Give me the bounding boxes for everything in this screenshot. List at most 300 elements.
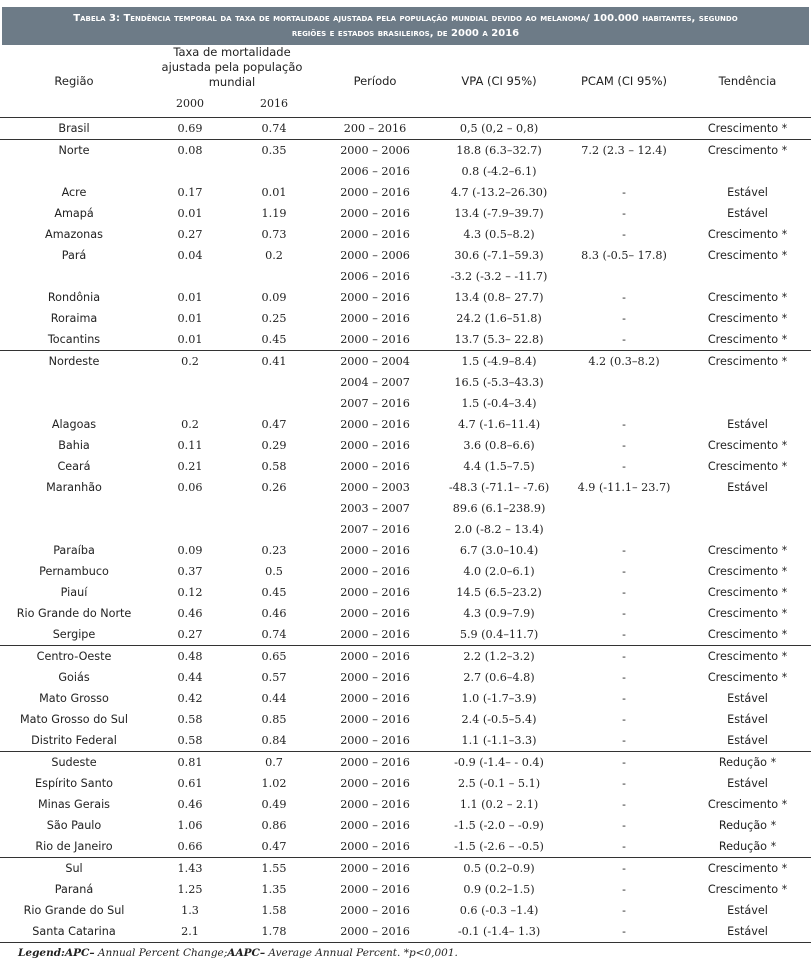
pcam-cell: - — [622, 734, 626, 747]
pcam-cell: - — [622, 628, 626, 641]
trend-cell: Crescimento * — [707, 460, 788, 473]
period-cell: 2000 – 2006 — [316, 140, 434, 162]
period-cell: 2000 – 2016 — [340, 798, 410, 811]
rate-2000-cell: 0.58 — [177, 734, 203, 747]
pcam-cell: - — [622, 798, 626, 811]
period-cell: 2000 – 2006 — [340, 249, 410, 262]
rate-2000-cell: 0.66 — [177, 840, 203, 853]
vpa-cell: -0.9 (-1.4– - 0.4) — [434, 752, 564, 774]
region-cell: Rio de Janeiro — [35, 840, 113, 853]
period-cell: 2000 – 2016 — [340, 819, 410, 832]
rate-2016-cell: 0.74 — [232, 118, 316, 140]
table-row — [0, 815, 811, 836]
trend-cell — [684, 393, 811, 414]
region-cell: Amapá — [54, 207, 94, 220]
rate-2016-cell: 1.78 — [232, 921, 316, 943]
table-row — [0, 329, 811, 351]
rate-2000-cell — [148, 519, 232, 540]
table-row — [0, 519, 811, 540]
rate-2016-cell — [232, 393, 316, 414]
rate-2000-cell: 0.27 — [177, 628, 203, 641]
trend-cell: Crescimento * — [707, 628, 788, 641]
rate-2000-cell: 2.1 — [148, 921, 232, 943]
rate-2016-cell: 0.35 — [232, 140, 316, 162]
period-cell: 2000 – 2016 — [340, 883, 410, 896]
region-cell — [0, 161, 148, 182]
region-cell: Paraíba — [53, 544, 95, 557]
vpa-cell: 2.4 (-0.5–5.4) — [461, 713, 537, 726]
trend-cell — [684, 498, 811, 519]
period-cell: 200 – 2016 — [316, 118, 434, 140]
period-cell: 2000 – 2016 — [340, 228, 410, 241]
rate-2000-cell: 0.2 — [148, 351, 232, 373]
period-cell: 2000 – 2016 — [340, 734, 410, 747]
legend-apc: APC– — [64, 947, 95, 959]
trend-cell: Estável — [684, 921, 811, 943]
pcam-cell: - — [622, 671, 626, 684]
vpa-cell: 1.1 (0.2 – 2.1) — [459, 798, 539, 811]
rate-2016-cell: 0.49 — [261, 798, 287, 811]
trend-cell: Crescimento * — [707, 291, 788, 304]
vpa-cell: 6.7 (3.0–10.4) — [459, 544, 539, 557]
table-row — [0, 182, 811, 203]
pcam-cell: - — [622, 840, 626, 853]
rate-2000-cell — [148, 393, 232, 414]
rate-2016-cell — [232, 519, 316, 540]
rate-2016-cell: 0.45 — [261, 333, 287, 346]
pcam-cell: - — [622, 439, 626, 452]
rate-2000-cell: 0.09 — [177, 544, 203, 557]
rate-2016-cell: 0.84 — [261, 734, 287, 747]
pcam-cell: 4.2 (0.3–8.2) — [564, 351, 684, 373]
period-cell: 2007 – 2016 — [340, 523, 410, 536]
region-cell — [0, 266, 148, 287]
rate-2016-cell: 0.73 — [261, 228, 287, 241]
trend-cell: Crescimento * — [707, 333, 788, 346]
rate-2016-cell: 0.7 — [232, 752, 316, 774]
table-row — [0, 287, 811, 308]
legend-apc-text: Annual Percent Change; — [94, 947, 228, 959]
vpa-cell: 24.2 (1.6–51.8) — [456, 312, 542, 325]
vpa-cell: -3.2 (-3.2 – -11.7) — [450, 270, 548, 283]
rate-2000-cell: 0.21 — [177, 460, 203, 473]
vpa-cell: 4.0 (2.0–6.1) — [463, 565, 535, 578]
trend-cell: Redução * — [684, 752, 811, 774]
rate-2000-cell: 0.69 — [148, 118, 232, 140]
trend-cell: Estável — [727, 418, 768, 431]
region-cell: Alagoas — [51, 418, 97, 431]
trend-cell: Crescimento * — [707, 671, 788, 684]
table-row — [0, 203, 811, 224]
region-cell: Acre — [61, 186, 87, 199]
period-cell: 2000 – 2016 — [340, 565, 410, 578]
rate-2016-cell — [232, 372, 316, 393]
rate-2000-cell: 0.46 — [177, 607, 203, 620]
table-row — [0, 561, 811, 582]
region-cell: Santa Catarina — [0, 921, 148, 943]
region-cell: Espírito Santo — [35, 777, 113, 790]
header-2016: 2016 — [260, 97, 288, 110]
period-cell: 2000 – 2016 — [340, 186, 410, 199]
vpa-cell: 4.7 (-1.6–11.4) — [457, 418, 541, 431]
pcam-cell: - — [622, 544, 626, 557]
rate-2016-cell: 0.47 — [261, 418, 287, 431]
period-cell: 2000 – 2016 — [340, 840, 410, 853]
vpa-cell: 16.5 (-5.3–43.3) — [454, 376, 544, 389]
region-cell: Pará — [61, 249, 87, 262]
period-cell: 2000 – 2016 — [340, 439, 410, 452]
vpa-cell: 4.3 (0.9–7.9) — [463, 607, 535, 620]
vpa-cell: 4.3 (0.5–8.2) — [463, 228, 535, 241]
region-cell: Brasil — [0, 118, 148, 140]
region-cell — [0, 393, 148, 414]
header-taxa: Taxa de mortalidade ajustada pela população mundial — [161, 45, 303, 89]
header-2000: 2000 — [176, 97, 204, 110]
pcam-cell — [564, 393, 684, 414]
table-row — [0, 224, 811, 245]
rate-2016-cell: 0.58 — [261, 460, 287, 473]
region-cell: Norte — [0, 140, 148, 162]
rate-2016-cell: 1.55 — [232, 858, 316, 880]
table-row — [0, 540, 811, 561]
table-row — [0, 921, 811, 943]
table-row — [0, 414, 811, 435]
period-cell: 2000 – 2016 — [340, 586, 410, 599]
vpa-cell: 2.7 (0.6–4.8) — [463, 671, 535, 684]
trend-cell: Crescimento * — [684, 646, 811, 668]
period-cell: 2000 – 2016 — [340, 904, 410, 917]
trend-cell: Crescimento * — [707, 228, 788, 241]
table-row — [0, 245, 811, 266]
table-row — [0, 266, 811, 287]
legend-aapc: AAPC– — [227, 947, 266, 959]
table-row — [0, 836, 811, 858]
vpa-cell: -1.5 (-2.6 – -0.5) — [454, 840, 544, 853]
vpa-cell: 0,5 (0,2 – 0,8) — [434, 118, 564, 140]
rate-2000-cell — [148, 266, 232, 287]
vpa-cell: -48.3 (-71.1– -7.6) — [448, 481, 550, 494]
period-cell: 2006 – 2016 — [340, 165, 410, 178]
vpa-cell: 30.6 (-7.1–59.3) — [454, 249, 544, 262]
rate-2000-cell: 0.01 — [177, 312, 203, 325]
region-cell: Paraná — [54, 883, 94, 896]
header-tendencia: Tendência — [718, 74, 777, 88]
pcam-cell: - — [564, 646, 684, 668]
region-cell: Amazonas — [45, 228, 103, 241]
pcam-cell: - — [622, 333, 626, 346]
legend — [0, 943, 811, 959]
vpa-cell: 18.8 (6.3–32.7) — [434, 140, 564, 162]
table-body — [0, 118, 811, 943]
rate-2000-cell: 0.04 — [177, 249, 203, 262]
rate-2000-cell: 0.42 — [177, 692, 203, 705]
trend-cell: Estável — [727, 734, 768, 747]
table-row — [0, 435, 811, 456]
pcam-cell: - — [622, 228, 626, 241]
rate-2000-cell: 0.81 — [148, 752, 232, 774]
pcam-cell: - — [564, 921, 684, 943]
rate-2016-cell: 0.86 — [261, 819, 287, 832]
vpa-cell: 2.0 (-8.2 – 13.4) — [454, 523, 544, 536]
period-cell: 2000 – 2016 — [340, 291, 410, 304]
trend-cell: Redução * — [718, 819, 777, 832]
rate-2000-cell: 0.61 — [177, 777, 203, 790]
trend-cell: Crescimento * — [684, 140, 811, 162]
rate-2016-cell: 0.74 — [261, 628, 287, 641]
vpa-cell: -0.1 (-1.4– 1.3) — [434, 921, 564, 943]
rate-2000-cell — [148, 372, 232, 393]
rate-2000-cell: 1.25 — [177, 883, 203, 896]
legend-aapc-text: Average Annual Percent. — [265, 947, 401, 959]
trend-cell: Crescimento * — [707, 312, 788, 325]
trend-cell — [684, 266, 811, 287]
pcam-cell: - — [622, 418, 626, 431]
region-cell — [0, 372, 148, 393]
table-row — [0, 140, 811, 162]
table-row — [0, 351, 811, 373]
legend-label: Legend: — [18, 947, 65, 959]
region-cell: Minas Gerais — [37, 798, 111, 811]
period-cell: 2000 – 2016 — [340, 460, 410, 473]
legend-p: *p<0,001. — [400, 947, 458, 959]
vpa-cell: 13.4 (0.8– 27.7) — [454, 291, 544, 304]
rate-2000-cell: 0.48 — [148, 646, 232, 668]
region-cell: Sul — [0, 858, 148, 880]
region-cell: Goiás — [58, 671, 90, 684]
period-cell: 2000 – 2016 — [316, 752, 434, 774]
period-cell: 2007 – 2016 — [340, 397, 410, 410]
period-cell: 2000 – 2016 — [340, 607, 410, 620]
pcam-cell — [564, 519, 684, 540]
rate-2016-cell: 1.02 — [261, 777, 287, 790]
table-row — [0, 879, 811, 900]
rate-2016-cell: 0.44 — [261, 692, 287, 705]
period-cell: 2000 – 2016 — [340, 628, 410, 641]
trend-cell: Estável — [727, 692, 768, 705]
trend-cell — [684, 519, 811, 540]
vpa-cell: 2.2 (1.2–3.2) — [434, 646, 564, 668]
period-cell: 2000 – 2003 — [340, 481, 410, 494]
rate-2016-cell: 0.47 — [261, 840, 287, 853]
region-cell: Nordeste — [0, 351, 148, 373]
rate-2016-cell: 1.58 — [261, 904, 287, 917]
vpa-cell: 3.6 (0.8–6.6) — [463, 439, 535, 452]
region-cell: Maranhão — [46, 481, 102, 494]
trend-cell: Redução * — [718, 840, 777, 853]
region-cell: Rondônia — [47, 291, 101, 304]
pcam-cell: - — [622, 607, 626, 620]
pcam-cell — [564, 372, 684, 393]
period-cell: 2004 – 2007 — [340, 376, 410, 389]
pcam-cell: 7.2 (2.3 – 12.4) — [564, 140, 684, 162]
table-row — [0, 582, 811, 603]
table-row — [0, 752, 811, 774]
rate-2000-cell — [148, 498, 232, 519]
rate-2016-cell: 0.26 — [261, 481, 287, 494]
vpa-cell: 13.4 (-7.9–39.7) — [454, 207, 544, 220]
region-cell: Rio Grande do Sul — [23, 904, 125, 917]
rate-2000-cell: 0.12 — [177, 586, 203, 599]
region-cell: Pernambuco — [39, 565, 109, 578]
rate-2000-cell — [148, 161, 232, 182]
mortality-table — [0, 45, 811, 943]
trend-cell: Crescimento * — [707, 883, 788, 896]
rate-2000-cell: 0.11 — [177, 439, 203, 452]
rate-2016-cell: 0.23 — [261, 544, 287, 557]
rate-2016-cell: 0.25 — [261, 312, 287, 325]
vpa-cell: 4.7 (-13.2–26.30) — [450, 186, 548, 199]
trend-cell: Crescimento * — [707, 607, 788, 620]
rate-2000-cell: 0.17 — [177, 186, 203, 199]
pcam-cell: - — [622, 460, 626, 473]
period-cell: 2000 – 2016 — [340, 777, 410, 790]
trend-cell: Crescimento * — [707, 439, 788, 452]
vpa-cell: 5.9 (0.4–11.7) — [459, 628, 539, 641]
vpa-cell: 1.0 (-1.7–3.9) — [461, 692, 537, 705]
trend-cell: Crescimento * — [707, 586, 788, 599]
rate-2016-cell: 0.5 — [265, 565, 283, 578]
period-cell: 2000 – 2016 — [340, 671, 410, 684]
rate-2016-cell: 0.09 — [261, 291, 287, 304]
period-cell: 2000 – 2016 — [316, 646, 434, 668]
table-row — [0, 308, 811, 329]
table-row — [0, 624, 811, 646]
table-row — [0, 456, 811, 477]
vpa-cell: 14.5 (6.5–23.2) — [456, 586, 542, 599]
region-cell: Rio Grande do Norte — [16, 607, 132, 620]
rate-2000-cell: 0.08 — [148, 140, 232, 162]
header-pcam: PCAM (CI 95%) — [581, 74, 668, 88]
pcam-cell: 8.3 (-0.5– 17.8) — [581, 249, 667, 262]
rate-2000-cell: 0.58 — [177, 713, 203, 726]
rate-2000-cell: 0.01 — [177, 207, 203, 220]
table-title — [2, 7, 809, 45]
vpa-cell: 0.8 (-4.2–6.1) — [461, 165, 537, 178]
pcam-cell — [564, 161, 684, 182]
table-row — [0, 709, 811, 730]
trend-cell: Estável — [727, 904, 768, 917]
vpa-cell: 2.5 (-0.1 – 5.1) — [457, 777, 541, 790]
header-regiao: Região — [54, 74, 94, 88]
rate-2016-cell: 0.29 — [261, 439, 287, 452]
table-row — [0, 372, 811, 393]
rate-2016-cell: 0.46 — [261, 607, 287, 620]
pcam-cell: - — [622, 207, 626, 220]
vpa-cell: 13.7 (5.3– 22.8) — [454, 333, 544, 346]
rate-2000-cell: 0.27 — [177, 228, 203, 241]
header-periodo: Período — [353, 74, 397, 88]
trend-cell: Crescimento * — [707, 565, 788, 578]
pcam-cell: - — [622, 777, 626, 790]
region-cell: Piauí — [60, 586, 88, 599]
region-cell: Mato Grosso do Sul — [19, 713, 129, 726]
rate-2016-cell: 1.19 — [261, 207, 287, 220]
rate-2000-cell: 0.06 — [177, 481, 203, 494]
trend-cell: Estável — [727, 777, 768, 790]
region-cell: Ceará — [57, 460, 91, 473]
region-cell — [0, 519, 148, 540]
table-row — [0, 118, 811, 140]
table-row — [0, 688, 811, 709]
table-row — [0, 667, 811, 688]
table-row — [0, 730, 811, 752]
trend-cell: Estável — [727, 713, 768, 726]
period-cell: 2000 – 2016 — [340, 312, 410, 325]
vpa-cell: 0.6 (-0.3 –1.4) — [459, 904, 539, 917]
region-cell: Bahia — [58, 439, 90, 452]
table-row — [0, 646, 811, 668]
trend-cell — [684, 372, 811, 393]
vpa-cell: -1.5 (-2.0 – -0.9) — [454, 819, 544, 832]
vpa-cell: 4.4 (1.5–7.5) — [463, 460, 535, 473]
pcam-cell: - — [564, 752, 684, 774]
pcam-cell: - — [564, 858, 684, 880]
region-cell: Distrito Federal — [31, 734, 117, 747]
rate-2000-cell: 1.43 — [148, 858, 232, 880]
region-cell: Roraima — [50, 312, 98, 325]
trend-cell: Crescimento * — [707, 249, 788, 262]
rate-2000-cell: 1.3 — [181, 904, 199, 917]
rate-2016-cell: 0.45 — [261, 586, 287, 599]
pcam-cell: - — [622, 312, 626, 325]
trend-cell: Estável — [727, 481, 768, 494]
table-row — [0, 794, 811, 815]
pcam-cell: - — [622, 565, 626, 578]
table-row — [0, 498, 811, 519]
pcam-cell — [564, 498, 684, 519]
trend-cell — [684, 161, 811, 182]
vpa-cell: 1.5 (-0.4–3.4) — [461, 397, 537, 410]
region-cell: Mato Grosso — [39, 692, 109, 705]
rate-2016-cell: 0.41 — [232, 351, 316, 373]
pcam-cell: - — [622, 586, 626, 599]
table-title-line2: regiões e estados brasileiros, de 2000 a 2016 — [291, 28, 520, 39]
trend-cell: Crescimento * — [684, 118, 811, 140]
table-row — [0, 773, 811, 794]
rate-2000-cell: 0.01 — [177, 291, 203, 304]
period-cell: 2006 – 2016 — [340, 270, 410, 283]
period-cell: 2000 – 2016 — [340, 692, 410, 705]
vpa-cell: 1.5 (-4.9–8.4) — [434, 351, 564, 373]
region-cell: Tocantins — [47, 333, 101, 346]
trend-cell: Crescimento * — [707, 544, 788, 557]
period-cell: 2003 – 2007 — [340, 502, 410, 515]
table-row — [0, 477, 811, 498]
table-row — [0, 393, 811, 414]
pcam-cell: - — [622, 291, 626, 304]
pcam-cell: - — [622, 692, 626, 705]
period-cell: 2000 – 2016 — [340, 207, 410, 220]
period-cell: 2000 – 2016 — [340, 713, 410, 726]
pcam-cell — [564, 118, 684, 140]
rate-2016-cell: 0.57 — [261, 671, 287, 684]
region-cell: São Paulo — [46, 819, 102, 832]
header-vpa: VPA (CI 95%) — [461, 74, 537, 88]
trend-cell: Crescimento * — [707, 798, 788, 811]
rate-2000-cell: 0.01 — [177, 333, 203, 346]
rate-2016-cell — [232, 498, 316, 519]
rate-2000-cell: 0.46 — [177, 798, 203, 811]
table-row — [0, 161, 811, 182]
vpa-cell: 89.6 (6.1–238.9) — [452, 502, 546, 515]
region-cell — [0, 498, 148, 519]
pcam-cell: - — [622, 819, 626, 832]
period-cell: 2000 – 2016 — [340, 544, 410, 557]
rate-2016-cell: 0.01 — [261, 186, 287, 199]
trend-cell: Crescimento * — [684, 351, 811, 373]
period-cell: 2000 – 2016 — [316, 921, 434, 943]
period-cell: 2000 – 2004 — [316, 351, 434, 373]
